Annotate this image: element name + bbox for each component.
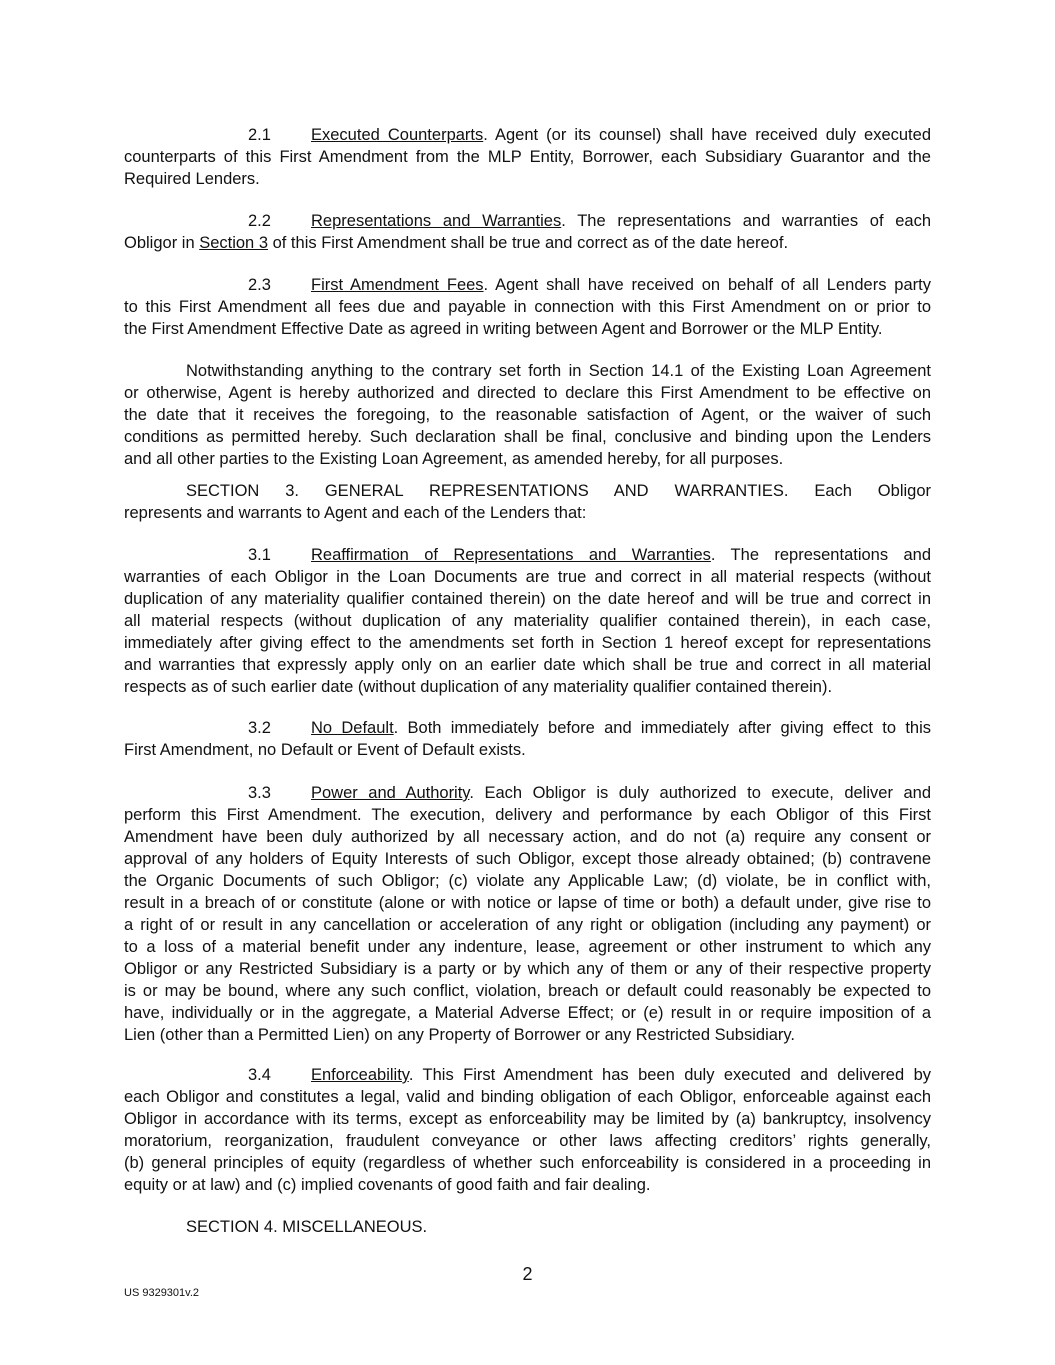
section-number: 3.3 [248, 784, 271, 802]
text-line: represents and warrants to Agent and each of the Lenders that: [124, 504, 587, 522]
paragraph-2-3 [124, 274, 931, 340]
paragraph-2-1 [124, 124, 931, 190]
text-line: moratorium, reorganization, fraudulent conveyance or other laws affecting creditors’ rights generally, [124, 1132, 931, 1150]
paragraph-text: . Agent (or its counsel) shall have received duly executed [483, 126, 931, 144]
page-number: 2 [522, 1264, 533, 1284]
text-line: Lien (other than a Permitted Lien) on any Property of Borrower or any Restricted Subsidiary. [124, 1026, 796, 1044]
text-line: Obligor in accordance with its terms, except as enforceability may be limited by (a) bankruptcy, insolvency [124, 1110, 931, 1128]
paragraph-text: . This First Amendment has been duly executed and delivered by [408, 1066, 931, 1084]
text-line [124, 1064, 931, 1086]
paragraph-text: . Each Obligor is duly authorized to execute, deliver and [469, 784, 931, 802]
text-line: SECTION 3. GENERAL REPRESENTATIONS AND WARRANTIES. Each Obligor [186, 482, 931, 500]
text-line: duplication of any materiality qualifier contained therein) on the date hereof and will be true and correct in [124, 590, 931, 608]
text-line: Obligor or any Restricted Subsidiary is a party or by which any of them or any of their respective property [124, 960, 931, 978]
text-line: to a loss of a material benefit under any indenture, lease, agreement or other instrument to which any [124, 938, 931, 956]
text-line [124, 274, 931, 296]
text-line: is or may be bound, where any such conflict, violation, breach or default could reasonably be expected to [124, 982, 931, 1000]
text-line: to this First Amendment all fees due and payable in connection with this First Amendment on or prior to [124, 298, 931, 316]
section-number: 3.4 [248, 1066, 271, 1084]
text-line: conditions as permitted hereby. Such declaration shall be final, conclusive and binding upon the Lenders [124, 428, 931, 446]
section-4-heading [124, 1216, 931, 1238]
text-line: the First Amendment Effective Date as agreed in writing between Agent and Borrower or the MLP Entity. [124, 320, 883, 338]
text-line [124, 544, 931, 566]
section-number: 2.2 [248, 212, 271, 230]
text-line: immediately after giving effect to the amendments set forth in Section 1 hereof except for representations [124, 634, 931, 652]
section-number: 2.3 [248, 276, 271, 294]
paragraph-3-3 [124, 782, 931, 1046]
text-line: and warranties that expressly apply only on an earlier date which shall be true and correct in all material [124, 656, 931, 674]
text-line: all material respects (without duplication of any materiality qualifier contained therein), in each case, [124, 612, 931, 630]
paragraph-2-2 [124, 210, 931, 254]
section-3-heading [124, 480, 931, 524]
paragraph-text: Obligor in [124, 234, 200, 252]
text-line: First Amendment, no Default or Event of Default exists. [124, 741, 526, 759]
paragraph-text: of this First Amendment shall be true and correct as of the date hereof. [268, 234, 789, 252]
text-line: have, individually or in the aggregate, a Material Adverse Effect; or (e) result in or require imposition of a [124, 1004, 931, 1022]
paragraph-heading: Executed Counterparts [311, 126, 484, 144]
paragraph-3-2 [124, 717, 931, 761]
paragraph-heading: Power and Authority [311, 784, 470, 802]
text-line [124, 717, 931, 739]
section-number: 3.2 [248, 719, 271, 737]
text-line: (b) general principles of equity (regardless of whether such enforceability is considered in a proceeding in [124, 1154, 931, 1172]
text-line [124, 782, 931, 804]
text-line: a right of or result in any cancellation or acceleration of any right or obligation (including any payment) or [124, 916, 931, 934]
paragraph-heading: No Default [311, 719, 394, 737]
text-line: Notwithstanding anything to the contrary set forth in Section 14.1 of the Existing Loan Agreement [186, 362, 931, 380]
paragraph-3-1 [124, 544, 931, 698]
paragraph-text: . The representations and warranties of each [561, 212, 932, 230]
document-id-footer: US 9329301v.2 [124, 1287, 200, 1299]
paragraph-heading: Enforceability [311, 1066, 409, 1084]
text-line [124, 124, 931, 146]
paragraph-text: . The representations and [710, 546, 931, 564]
section-number: 3.1 [248, 546, 271, 564]
section-number: 2.1 [248, 126, 271, 144]
paragraph-notwithstanding [124, 360, 931, 470]
text-line: approval of any holders of Equity Interests of such Obligor, except those already obtained; (b) contravene [124, 850, 931, 868]
text-line: and all other parties to the Existing Loan Agreement, as amended hereby, for all purposes. [124, 450, 784, 468]
paragraph-heading: First Amendment Fees [311, 276, 484, 294]
text-line: the Organic Documents of such Obligor; (c) violate any Applicable Law; (d) violate, be in conflict with, [124, 872, 931, 890]
paragraph-text: . Both immediately before and immediately after giving effect to this [393, 719, 931, 737]
text-line: SECTION 4. MISCELLANEOUS. [186, 1218, 428, 1236]
text-line: perform this First Amendment. The execution, delivery and performance by each Obligor of this First [124, 806, 931, 824]
paragraph-text: . Agent shall have received on behalf of all Lenders party [483, 276, 931, 294]
paragraph-heading: Representations and Warranties [311, 212, 562, 230]
text-line: respects as of such earlier date (without duplication of any materiality qualifier contained therein). [124, 678, 833, 696]
text-line: the date that it receives the foregoing, to the reasonable satisfaction of Agent, or the waiver of such [124, 406, 931, 424]
text-line: Amendment have been duly authorized by all necessary action, and do not (a) require any consent or [124, 828, 931, 846]
section-3-reference: Section 3 [199, 234, 268, 252]
paragraph-3-4 [124, 1064, 931, 1196]
text-line: equity or at law) and (c) implied covenants of good faith and fair dealing. [124, 1176, 651, 1194]
text-line: Required Lenders. [124, 170, 260, 188]
text-line: or otherwise, Agent is hereby authorized and directed to declare this First Amendment to be effective on [124, 384, 931, 402]
text-line: counterparts of this First Amendment from the MLP Entity, Borrower, each Subsidiary Guarantor and the [124, 148, 931, 166]
text-line: warranties of each Obligor in the Loan Documents are true and correct in all material respects (without [124, 568, 931, 586]
text-line: result in a breach of or constitute (alone or with notice or lapse of time or both) a default under, give rise to [124, 894, 931, 912]
text-line: each Obligor and constitutes a legal, valid and binding obligation of each Obligor, enforceable against each [124, 1088, 931, 1106]
paragraph-heading: Reaffirmation of Representations and Warranties [311, 546, 711, 564]
